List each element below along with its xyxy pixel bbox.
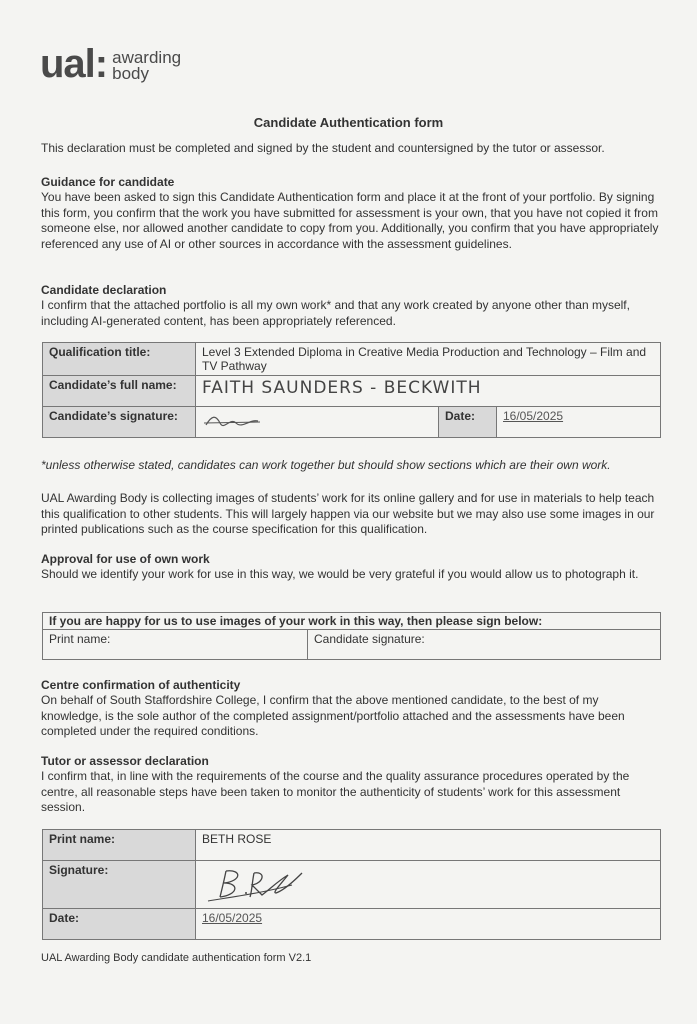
guidance-heading: Guidance for candidate bbox=[41, 175, 175, 189]
qualification-label: Qualification title: bbox=[43, 343, 196, 376]
date-text: 16/05/2025 bbox=[503, 409, 564, 423]
full-name-label: Candidate’s full name: bbox=[43, 376, 196, 407]
guidance-body: You have been asked to sign this Candidate Authentication form and place it at the front of your portfolio. By signing this form, you confirm that the work you have submitted for assessment is your own, that you have not copied it from someone else, nor allowed another candidate to copy from you. Additionally, you confirm that you have appropriately referenced any use of AI or other sources in accordance with the assessment guidelines. bbox=[41, 190, 659, 251]
logo-line-1: awarding bbox=[112, 48, 182, 67]
signature-label: Candidate’s signature: bbox=[43, 407, 196, 438]
qualification-value: Level 3 Extended Diploma in Creative Media Production and Technology – Film and TV Pathway bbox=[196, 343, 661, 376]
tutor-date-label: Date: bbox=[43, 909, 196, 940]
approval-candidate-signature: Candidate signature: bbox=[308, 630, 661, 660]
approval-heading: Approval for use of own work bbox=[41, 552, 210, 566]
candidate-signature bbox=[196, 407, 439, 438]
approval-table bbox=[42, 612, 661, 660]
declaration-body: I confirm that the attached portfolio is all my own work* and that any work created by anyone other than myself, including AI-generated content, has been appropriately referenced. bbox=[41, 298, 630, 328]
tutor-table bbox=[42, 829, 661, 940]
tutor-heading: Tutor or assessor declaration bbox=[41, 754, 209, 768]
logo-text bbox=[112, 50, 181, 82]
tutor-print-name-label: Print name: bbox=[43, 830, 196, 861]
tutor-signature bbox=[196, 861, 661, 909]
tutor-date-text: 16/05/2025 bbox=[202, 911, 263, 925]
centre-body: On behalf of South Staffordshire College, I confirm that the above mentioned candidate, to the best of my knowledge, is the sole author of the completed assignment/portfolio attached and the assessments have been completed under the required conditions. bbox=[41, 693, 625, 738]
centre-heading: Centre confirmation of authenticity bbox=[41, 678, 241, 692]
candidate-table bbox=[42, 342, 661, 438]
footnote: *unless otherwise stated, candidates can work together but should show sections which are their own work. bbox=[41, 458, 611, 472]
ual-logo bbox=[40, 44, 181, 84]
tutor-date-value bbox=[196, 909, 661, 940]
gallery-text: UAL Awarding Body is collecting images of students’ work for its online gallery and for use in materials to help teach this qualification to other students. This will largely happen via our website but we may also use some images in our printed publications such as the course specification for this qualification. bbox=[41, 491, 655, 536]
logo-line-2: body bbox=[112, 64, 149, 83]
intro-text: This declaration must be completed and signed by the student and countersigned by the tutor or assessor. bbox=[41, 141, 605, 155]
logo-mark: ual: bbox=[40, 42, 108, 86]
date-value bbox=[497, 407, 661, 438]
approval-print-name: Print name: bbox=[43, 630, 308, 660]
page-title: Candidate Authentication form bbox=[253, 115, 444, 130]
approval-body: Should we identify your work for use in this way, we would be very grateful if you would allow us to photograph it. bbox=[41, 567, 639, 581]
declaration-heading: Candidate declaration bbox=[41, 283, 167, 297]
date-label: Date: bbox=[439, 407, 497, 438]
approval-table-header: If you are happy for us to use images of your work in this way, then please sign below: bbox=[43, 613, 661, 630]
tutor-print-name-value: BETH ROSE bbox=[196, 830, 661, 861]
tutor-body: I confirm that, in line with the requirements of the course and the quality assurance procedures operated by the centre, all reasonable steps have been taken to monitor the authenticity of students’ work for this assessment session. bbox=[41, 769, 630, 814]
full-name-value: FAITH SAUNDERS - BECKWITH bbox=[196, 376, 661, 407]
tutor-signature-label: Signature: bbox=[43, 861, 196, 909]
footer: UAL Awarding Body candidate authentication form V2.1 bbox=[41, 952, 312, 964]
